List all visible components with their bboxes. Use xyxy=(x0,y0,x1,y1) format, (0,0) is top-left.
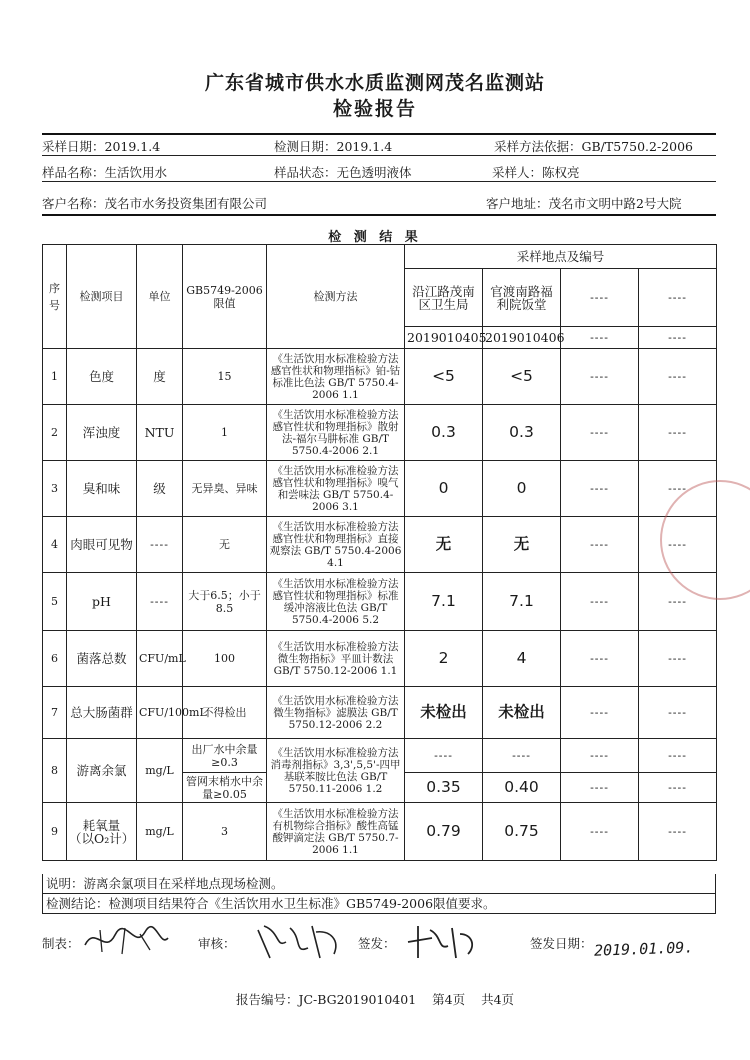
maker-signature-icon xyxy=(80,920,170,960)
table-row xyxy=(43,687,717,739)
header-item: 检测项目 xyxy=(67,245,137,349)
row-item xyxy=(67,803,137,861)
header-no: 序号 xyxy=(43,245,67,349)
site-1: 沿江路茂南区卫生局 xyxy=(405,269,483,327)
issuer-label: 签发： xyxy=(358,936,396,951)
row-no: 2 xyxy=(43,405,67,461)
site-code-1: 2019010405 xyxy=(405,327,483,349)
row-no: 8 xyxy=(43,739,67,803)
table-row xyxy=(43,739,717,773)
row-unit: NTU xyxy=(137,405,183,461)
row-method: 《生活饮用水标准检验方法感官性状和物理指标》直接观察法 GB/T 5750.4-2006 4.1 xyxy=(267,517,405,573)
row-method: 《生活饮用水标准检验方法感官性状和物理指标》散射法-福尔马肼标准 GB/T 5750.4-2006 2.1 xyxy=(267,405,405,461)
row-value-2: 无 xyxy=(483,517,561,573)
row-value-4: ---- xyxy=(639,631,717,687)
row-item: 游离余氯 xyxy=(67,739,137,803)
page-total: 共4页 xyxy=(481,992,515,1007)
page-number: 第4页 xyxy=(432,992,466,1007)
issue-date-label: 签发日期： xyxy=(530,936,593,951)
row-value-2: 0.75 xyxy=(483,803,561,861)
site-2: 官渡南路福利院饭堂 xyxy=(483,269,561,327)
table-row xyxy=(43,573,717,631)
issue-date: 2019.01.09. xyxy=(593,938,694,960)
row-method: 《生活饮用水标准检验方法感官性状和物理指标》铂-钴标准比色法 GB/T 5750.4-2006 1.1 xyxy=(267,349,405,405)
meta-row-1 xyxy=(42,137,716,157)
table-row xyxy=(43,461,717,517)
report-title: 检验报告 xyxy=(332,98,417,120)
header-unit: 单位 xyxy=(137,245,183,349)
row-item: 浑浊度 xyxy=(67,405,137,461)
row-item-name: 耗氧量 xyxy=(82,817,121,833)
row-unit: mg/L xyxy=(137,739,183,803)
row-value-1: 0 xyxy=(405,461,483,517)
row-value-2: 4 xyxy=(483,631,561,687)
site-code-4: ---- xyxy=(639,327,717,349)
row-item: pH xyxy=(67,573,137,631)
row-item: 菌落总数 xyxy=(67,631,137,687)
row-item-sub: （以O₂计） xyxy=(69,830,135,846)
row-no: 4 xyxy=(43,517,67,573)
site-3: ---- xyxy=(561,269,639,327)
row-method: 《生活饮用水标准检验方法感官性状和物理指标》嗅气和尝味法 GB/T 5750.4-2006 3.1 xyxy=(267,461,405,517)
section-title: 检 测 结 果 xyxy=(328,230,422,245)
maker-label: 制表： xyxy=(42,936,80,951)
row-no: 1 xyxy=(43,349,67,405)
row-value-1: 0.3 xyxy=(405,405,483,461)
row-no: 3 xyxy=(43,461,67,517)
row-value-1: 无 xyxy=(405,517,483,573)
row-value-2: 0 xyxy=(483,461,561,517)
row-limit: 无异臭、异味 xyxy=(183,461,267,517)
table-row xyxy=(43,349,717,405)
row-value-1: 0.79 xyxy=(405,803,483,861)
row-no: 5 xyxy=(43,573,67,631)
row-method: 《生活饮用水标准检验方法消毒剂指标》3,3',5,5'-四甲基联苯胺比色法 GB/T 5750.11-2006 1.2 xyxy=(267,739,405,803)
row-limit-factory: 出厂水中余量≥0.3 xyxy=(183,739,267,773)
row-value-2: ---- xyxy=(483,739,561,773)
row-value-2: 7.1 xyxy=(483,573,561,631)
row-limit: 大于6.5；小于8.5 xyxy=(183,573,267,631)
row-method: 《生活饮用水标准检验方法微生物指标》平皿计数法 GB/T 5750.12-2006 1.1 xyxy=(267,631,405,687)
meta-rule-1 xyxy=(42,155,716,156)
row-value-1: 2 xyxy=(405,631,483,687)
sampling-date: 采样日期：2019.1.4 xyxy=(42,139,161,154)
header-limit: GB5749-2006 限值 xyxy=(183,245,267,349)
row-value-4: ---- xyxy=(639,461,717,517)
row-value-4: ---- xyxy=(639,573,717,631)
row-no: 6 xyxy=(43,631,67,687)
row-value-4: ---- xyxy=(639,405,717,461)
row-value-1: <5 xyxy=(405,349,483,405)
row-limit-network: 管网末梢水中余量≥0.05 xyxy=(183,773,267,803)
row-unit: mg/L xyxy=(137,803,183,861)
results-table xyxy=(42,244,717,861)
row-method: 《生活饮用水标准检验方法感官性状和物理指标》标准缓冲溶液比色法 GB/T 5750.4-2006 5.2 xyxy=(267,573,405,631)
site-code-3: ---- xyxy=(561,327,639,349)
remark-note: 说明：游离余氯项目在采样地点现场检测。 xyxy=(42,874,716,894)
row-value-4: ---- xyxy=(639,773,717,803)
row-method: 《生活饮用水标准检验方法微生物指标》滤膜法 GB/T 5750.12-2006 2.2 xyxy=(267,687,405,739)
row-value-1: 0.35 xyxy=(405,773,483,803)
row-limit: 100 xyxy=(183,631,267,687)
row-unit: ---- xyxy=(137,517,183,573)
row-value-4: ---- xyxy=(639,687,717,739)
row-item: 色度 xyxy=(67,349,137,405)
row-value-2: 未检出 xyxy=(483,687,561,739)
row-limit: 15 xyxy=(183,349,267,405)
meta-rule-2 xyxy=(42,181,716,182)
row-limit: 1 xyxy=(183,405,267,461)
row-value-3: ---- xyxy=(561,461,639,517)
header-sites: 采样地点及编号 xyxy=(405,245,717,269)
org-title: 广东省城市供水水质监测网茂名监测站 xyxy=(204,72,545,94)
table-row xyxy=(43,517,717,573)
row-value-2: 0.3 xyxy=(483,405,561,461)
row-limit: 无 xyxy=(183,517,267,573)
row-unit: CFU/mL xyxy=(137,631,183,687)
meta-row-2 xyxy=(42,163,716,183)
report-footer xyxy=(0,990,750,1008)
row-value-3: ---- xyxy=(561,573,639,631)
site-4: ---- xyxy=(639,269,717,327)
meta-row-3 xyxy=(42,194,716,214)
issuer-signature-icon xyxy=(402,920,482,964)
meta-bottom-rule xyxy=(42,214,716,216)
sampling-method: 采样方法依据：GB/T5750.2-2006 xyxy=(494,139,693,154)
row-value-3: ---- xyxy=(561,517,639,573)
row-value-4: ---- xyxy=(639,517,717,573)
row-value-4: ---- xyxy=(639,739,717,773)
sample-name: 样品名称：生活饮用水 xyxy=(42,165,168,180)
row-value-2: 0.40 xyxy=(483,773,561,803)
table-row xyxy=(43,803,717,861)
site-code-2: 2019010406 xyxy=(483,327,561,349)
reviewer-label: 审核： xyxy=(198,936,236,951)
meta-top-rule xyxy=(42,133,716,135)
row-item: 总大肠菌群 xyxy=(67,687,137,739)
row-value-2: <5 xyxy=(483,349,561,405)
row-value-3: ---- xyxy=(561,687,639,739)
row-value-3: ---- xyxy=(561,773,639,803)
row-limit: 3 xyxy=(183,803,267,861)
row-unit: ---- xyxy=(137,573,183,631)
sample-state: 样品状态：无色透明液体 xyxy=(274,165,412,180)
row-limit: 不得检出 xyxy=(183,687,267,739)
row-value-4: ---- xyxy=(639,803,717,861)
row-value-3: ---- xyxy=(561,631,639,687)
row-item: 肉眼可见物 xyxy=(67,517,137,573)
test-date: 检测日期：2019.1.4 xyxy=(274,139,393,154)
row-value-1: 未检出 xyxy=(405,687,483,739)
client-name: 客户名称：茂名市水务投资集团有限公司 xyxy=(42,196,268,211)
row-value-4: ---- xyxy=(639,349,717,405)
conclusion-note: 检测结论：检测项目结果符合《生活饮用水卫生标准》GB5749-2006限值要求。 xyxy=(42,894,716,914)
report-number: 报告编号：JC-BG2019010401 xyxy=(235,992,417,1007)
row-method: 《生活饮用水标准检验方法有机物综合指标》酸性高锰酸钾滴定法 GB/T 5750.7-2006 1.1 xyxy=(267,803,405,861)
header-method: 检测方法 xyxy=(267,245,405,349)
row-value-3: ---- xyxy=(561,739,639,773)
row-value-3: ---- xyxy=(561,349,639,405)
row-value-3: ---- xyxy=(561,405,639,461)
table-row xyxy=(43,631,717,687)
row-value-1: ---- xyxy=(405,739,483,773)
client-address: 客户地址：茂名市文明中路2号大院 xyxy=(486,196,682,211)
row-unit: 度 xyxy=(137,349,183,405)
sampler: 采样人：陈权亮 xyxy=(492,165,580,180)
row-item: 臭和味 xyxy=(67,461,137,517)
reviewer-signature-icon xyxy=(250,918,350,966)
row-unit: CFU/100mL xyxy=(137,687,183,739)
row-no: 7 xyxy=(43,687,67,739)
row-value-1: 7.1 xyxy=(405,573,483,631)
row-no: 9 xyxy=(43,803,67,861)
row-unit: 级 xyxy=(137,461,183,517)
row-value-3: ---- xyxy=(561,803,639,861)
table-row xyxy=(43,405,717,461)
